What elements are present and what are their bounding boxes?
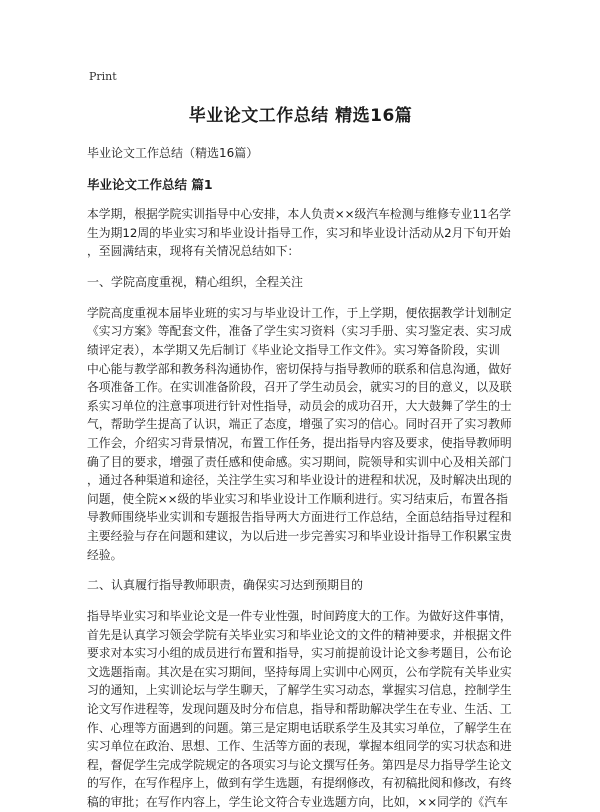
text-line: 习的通知，上实训论坛与学生聊天，了解学生实习动态，掌握实习信息，控制学生 [87, 683, 512, 698]
text-line: 的写作，在写作程序上，做到有学生选题，有提纲修改，有初稿批阅和修改，有终 [87, 776, 512, 791]
text-line: 确了目的要求，增强了责任感和使命感。实习期间，院领导和实训中心及相关部门 [87, 454, 512, 469]
text-line: 作、心理等方面遇到的问题。第三是定期电话联系学生及其实习单位，了解学生在 [87, 720, 512, 735]
heading-section-1: 一、学院高度重视，精心组织，全程关注 [87, 274, 304, 289]
text-line: 主要经验与存在问题和建议，为以后进一步完善实习和毕业设计指导工作积累宝贵 [87, 528, 512, 543]
text-line: 论文写作进程等，发现问题及时分布信息，指导和帮助解决学生在专业、生活、工 [87, 702, 512, 717]
text-line: 导教师围绕毕业实训和专题报告指导两大方面进行工作总结，全面总结指导过程和 [87, 510, 512, 525]
text-line: 文选题指南。其次是在实习期间，坚持每周上实训中心网页，公布学院有关毕业实 [87, 664, 512, 679]
paragraph-section-1 [87, 304, 514, 564]
text-line: 各项准备工作。在实训准备阶段，召开了学生动员会，就实习的目的意义，以及联 [87, 380, 512, 395]
text-line: 程，督促学生完成学院规定的各项实习与论文撰写任务。第四是尽力指导学生论文 [87, 757, 512, 772]
text-line: 实习单位在政治、思想、工作、生活等方面的表现，掌握本组同学的实习状态和进 [87, 739, 512, 754]
text-line: 经验。 [87, 547, 123, 562]
document-subtitle: 毕业论文工作总结（精选16篇） [87, 146, 259, 160]
text-line: 绩评定表），本学期又先后制订《毕业论文指导工作文件》。实习筹备阶段，实训 [87, 342, 500, 357]
text-line: 首先是认真学习领会学院有关毕业实习和毕业论文的文件的精神要求，并根据文件 [87, 627, 512, 642]
text-line: 指导毕业实习和毕业论文是一件专业性强，时间跨度大的工作。为做好这件事情， [87, 609, 512, 624]
text-line: 工作会，介绍实习背景情况，布置工作任务，提出指导内容及要求，使指导教师明 [87, 435, 512, 450]
text-line: 系实习单位的注意事项进行针对性指导，动员会的成功召开，大大鼓舞了学生的士 [87, 398, 512, 413]
text-line: 气，帮助学生提高了认识，端正了态度，增强了实习的信心。同时召开了实习教师 [87, 417, 512, 432]
print-label[interactable]: Print [89, 70, 117, 83]
text-line: 中心能与教学部和教务科沟通协作，密切保持与指导教师的联系和信息沟通，做好 [87, 361, 512, 376]
paragraph-section-2 [87, 607, 514, 812]
text-line: 要求对本实习小组的成员进行布置和指导，实习前提前设计论文参考题目，公布论 [87, 646, 512, 661]
text-line: 稿的审批；在写作内容上，学生论文符合专业选题方向，比如，××同学的《汽车 [87, 795, 508, 810]
heading-section-2: 二、认真履行指导教师职责，确保实习达到预期目的 [87, 578, 364, 593]
text-line: 问题，使全院××级的毕业实习和毕业设计工作顺利进行。实习结束后，布置各指 [87, 491, 508, 506]
text-line: ，至圆满结束，现将有关情况总结如下： [87, 244, 300, 259]
text-line: 本学期，根据学院实训指导中心安排，本人负责××级汽车检测与维修专业11名学 [87, 207, 512, 221]
text-line: ，通过各种渠道和途径，关注学生实习和毕业设计的进程和状况，及时解决出现的 [87, 473, 512, 488]
text-line: 生为期12周的毕业实习和毕业设计指导工作，实习和毕业设计活动从2月下旬开始 [87, 225, 511, 240]
paragraph-intro [87, 205, 514, 261]
section-title: 毕业论文工作总结 篇1 [87, 177, 213, 192]
text-line: 学院高度重视本届毕业班的实习与毕业设计工作，于上学期，便依据教学计划制定 [87, 305, 512, 320]
text-line: 《实习方案》等配套文件，准备了学生实习资料（实习手册、实习鉴定表、实习成 [87, 324, 512, 339]
document-title: 毕业论文工作总结 精选16篇 [188, 106, 413, 126]
